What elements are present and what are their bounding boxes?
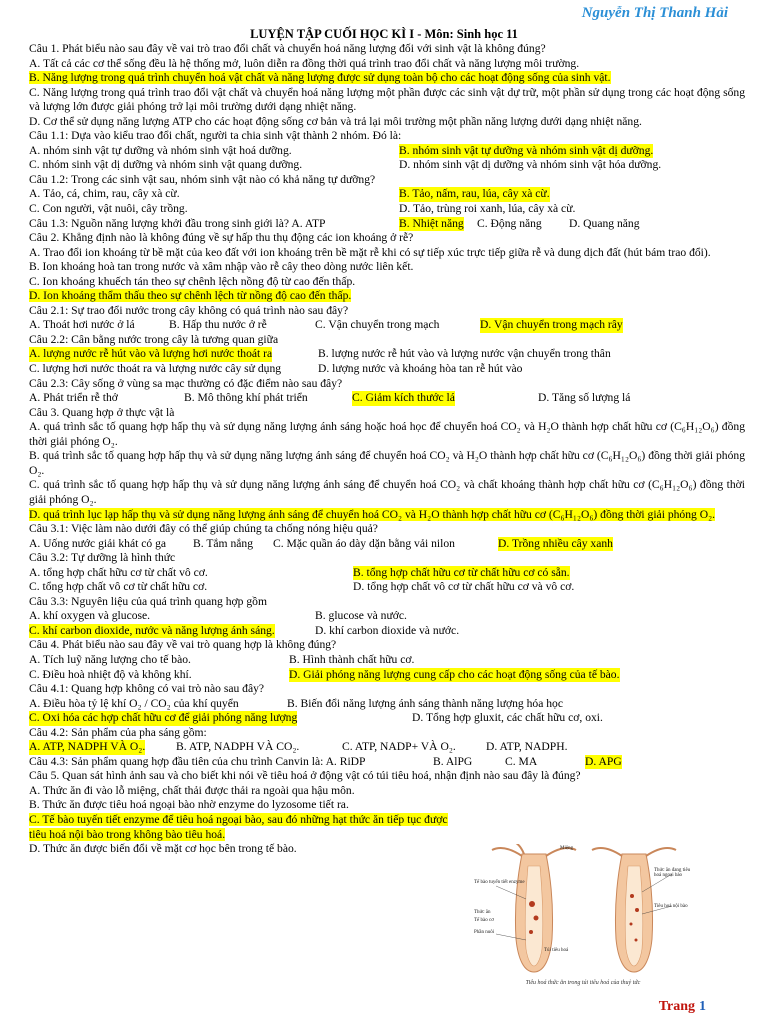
answer-3-3b: B. glucose và nước. — [315, 609, 407, 623]
figure-label-food: Thức ăn — [474, 910, 491, 915]
question-2-2: Câu 2.2: Cân bằng nước trong cây là tương quan giữa — [29, 332, 279, 346]
answer-3-2b-highlighted: B. tổng hợp chất hữu cơ từ chất hữu cơ có sẵn. — [353, 565, 570, 579]
answer-1-1d: D. nhóm sinh vật dị dưỡng và nhóm sinh vật hóa dưỡng. — [399, 158, 662, 172]
answer-1-2d: D. Tảo, trùng roi xanh, lúa, cây xà cừ. — [399, 202, 576, 216]
question-4-3: Câu 4.3: Sản phẩm quang hợp đầu tiên của chu trình Canvin là: A. RiDP — [29, 754, 366, 768]
answer-1c: C. Năng lượng trong quá trình trao đổi vật chất và chuyển hoá năng lượng một phần được các sinh vật dự trữ, một phần sử dụng trong các hoạt động sống và lượng lớn được giải phóng trở lại môi trường dưới dạng nhiệt năng. — [29, 85, 745, 114]
answer-4a: A. Tích luỹ năng lượng cho tế bào. — [29, 652, 191, 666]
answer-3c: C. quá trình sắc tố quang hợp hấp thụ và sử dụng năng lượng ánh sáng để chuyển hoá CO₂ và chất khoáng thành hợp chất hữu cơ (C₆H₁₂O₆) đồng thời giải phóng O₂. — [29, 478, 745, 506]
answer-1-3d: D. Quang năng — [569, 216, 640, 230]
answer-3-2c: C. tổng hợp chất vô cơ từ chất hữu cơ. — [29, 580, 208, 594]
answer-1-3b-highlighted: B. Nhiệt năng — [399, 216, 464, 230]
answer-2-1b: B. Hấp thu nước ở rễ — [169, 318, 267, 332]
figure-caption: Tiêu hoá thức ăn trong túi tiêu hoá của thuỷ tức — [525, 980, 641, 986]
author-name: Nguyễn Thị Thanh Hải — [581, 5, 728, 21]
hydra-digestion-figure — [474, 844, 692, 986]
answer-4-2d: D. ATP, NADPH. — [486, 740, 568, 754]
page-title: LUYỆN TẬP CUỐI HỌC KÌ I - Môn: Sinh học 11 — [250, 27, 518, 41]
answer-1-1c: C. nhóm sinh vật dị dưỡng và nhóm sinh vật quang dưỡng. — [29, 158, 303, 172]
answer-4-1d: D. Tổng hợp gluxit, các chất hữu cơ, oxi. — [412, 711, 603, 725]
question-2: Câu 2. Khẳng định nào là không đúng về sự hấp thu thụ động các ion khoáng ở rễ? — [29, 231, 414, 245]
answer-4-1c-highlighted: C. Oxi hóa các hợp chất hữu cơ để giải phóng năng lượng — [29, 711, 298, 725]
figure-label-extracellular: Thức ăn đang tiêu hoá ngoại bào — [654, 868, 691, 878]
answer-3-1c: C. Mặc quần áo dày dặn bằng vải nilon — [273, 536, 455, 550]
question-3: Câu 3. Quang hợp ở thực vật là — [29, 405, 175, 419]
question-3-2: Câu 3.2: Tự dưỡng là hình thức — [29, 551, 176, 565]
answer-3b: B. quá trình sắc tố quang hợp hấp thụ và sử dụng năng lượng ánh sáng để chuyển hoá CO₂ và H₂O thành hợp chất hữu cơ (C₆H₁₂O₆) đồng thời giải phóng O₂. — [29, 449, 745, 477]
answer-2-3d: D. Tăng số lượng lá — [538, 391, 631, 405]
answer-1d: D. Cơ thể sử dụng năng lượng ATP cho các hoạt động sống cơ bản và trả lại môi trường một phần năng lượng dưới dạng nhiệt năng. — [29, 114, 642, 128]
answer-4-2c: C. ATP, NADP+ VÀ O₂. — [342, 740, 456, 754]
answer-4c: C. Điều hoà nhiệt độ và không khí. — [29, 667, 192, 681]
answer-3-1d-highlighted: D. Trồng nhiều cây xanh — [498, 536, 613, 550]
answer-2-1d-highlighted: D. Vận chuyển trong mạch rây — [480, 318, 623, 332]
answer-2-2b: B. lượng nước rễ hút vào và lượng nước vận chuyển trong thân — [318, 347, 611, 361]
answer-5d: D. Thức ăn được biến đổi về mặt cơ học bên trong tế bào. — [29, 842, 297, 856]
question-1-3: Câu 1.3: Nguồn năng lượng khởi đầu trong sinh giới là? A. ATP — [29, 216, 326, 230]
answer-2-3b: B. Mô thông khí phát triển — [184, 391, 308, 405]
answer-3-2a: A. tổng hợp chất hữu cơ từ chất vô cơ. — [29, 565, 208, 579]
answer-1b-highlighted: B. Năng lượng trong quá trình chuyển hoá vật chất và năng lượng được sử dụng toàn bộ cho các hoạt động sống của sinh vật. — [29, 71, 611, 85]
answer-2-2c: C. lượng hơi nước thoát ra và lượng nước cây sử dụng — [29, 362, 282, 376]
question-4: Câu 4. Phát biểu nào sau đây về vai trò quang hợp là không đúng? — [29, 638, 337, 652]
answer-4-1a: A. Điều hòa tỷ lệ khí O₂ / CO₂ của khí quyển — [29, 696, 239, 710]
hydra-illustration — [474, 844, 692, 976]
answer-3-3d: D. khí carbon dioxide và nước. — [315, 623, 460, 637]
figure-label-digestive-sac: Túi tiêu hoá — [544, 948, 569, 953]
page-number: 1 — [699, 999, 706, 1014]
answer-3d-highlighted: D. quá trình lục lạp hấp thụ và sử dụng năng lượng ánh sáng để chuyển hoá CO₂ và H₂O thành hợp chất hữu cơ (C₆H₁₂O₆) đồng thời giải phóng O₂. — [29, 507, 716, 521]
answer-4-3b: B. AlPG — [433, 754, 473, 768]
question-1-1: Câu 1.1: Dựa vào kiểu trao đổi chất, người ta chia sinh vật thành 2 nhóm. Đó là: — [29, 129, 402, 143]
question-1-2: Câu 1.2: Trong các sinh vật sau, nhóm sinh vật nào có khả năng tự dưỡng? — [29, 172, 376, 186]
answer-2d-highlighted: D. Ion khoáng thẩm thấu theo sự chênh lệch từ nồng độ cao đến thấp. — [29, 289, 352, 303]
answer-5c-highlighted: C. Tế bào tuyến tiết enzyme để tiêu hoá ngoại bào, sau đó những hạt thức ăn tiếp tục được tiêu hoá nội bào trong không bào tiêu hoá. — [29, 812, 448, 841]
answer-2-2d: D. lượng nước và khoáng hòa tan rễ hút vào — [318, 362, 523, 376]
question-3-1: Câu 3.1: Việc làm nào dưới đây có thể giúp chúng ta chống nóng hiệu quả? — [29, 522, 378, 536]
document-body — [29, 42, 745, 857]
answer-4-3c: C. MA — [505, 754, 538, 768]
question-4-2: Câu 4.2: Sản phẩm của pha sáng gồm: — [29, 725, 207, 739]
answer-2-2a-highlighted: A. lượng nước rễ hút vào và lượng hơi nước thoát ra — [29, 347, 273, 361]
answer-3-3a: A. khí oxygen và glucose. — [29, 609, 151, 623]
answer-3a: A. quá trình sắc tố quang hợp hấp thụ và sử dụng năng lượng ánh sáng hoặc hoá học để chuyển hoá CO₂ và H₂O thành hợp chất hữu cơ (C₆H₁₂O₆) đồng thời giải phóng O₂. — [29, 420, 745, 448]
answer-3-1b: B. Tắm nắng — [193, 536, 254, 550]
figure-label-mouth: Miệng — [560, 846, 574, 851]
answer-1-1a: A. nhóm sinh vật tự dưỡng và nhóm sinh vật hoá dưỡng. — [29, 143, 292, 157]
figure-label-nutritive: Phần nuôi — [474, 930, 495, 935]
question-3-3: Câu 3.3: Nguyên liệu của quá trình quang hợp gồm — [29, 594, 267, 608]
answer-1a: A. Tất cả các cơ thể sống đều là hệ thống mở, luôn diễn ra đồng thời quá trình trao đổi chất và năng lượng môi trường. — [29, 56, 580, 70]
answer-4-2a-highlighted: A. ATP, NADPH VÀ O₂. — [29, 740, 146, 754]
figure-label-gland-cell: Tế bào tuyến tiết enzyme — [474, 880, 525, 885]
answer-1-2c: C. Con người, vật nuôi, cây trồng. — [29, 202, 188, 216]
question-2-1: Câu 2.1: Sự trao đổi nước trong cây không có quá trình nào sau đây? — [29, 303, 349, 317]
answer-2b: B. Ion khoáng hoà tan trong nước và xâm nhập vào rễ cây theo dòng nước liên kết. — [29, 260, 414, 274]
answer-2-1a: A. Thoát hơi nước ở lá — [29, 318, 135, 332]
answer-2-1c: C. Vận chuyển trong mạch — [315, 318, 440, 332]
answer-4-3d-highlighted: D. APG — [585, 754, 622, 768]
question-1: Câu 1. Phát biểu nào sau đây về vai trò trao đổi chất và chuyển hoá năng lượng đối với sinh vật là không đúng? — [29, 42, 546, 55]
answer-1-3c: C. Động năng — [477, 216, 542, 230]
answer-2c: C. Ion khoáng khuếch tán theo sự chênh lệch nồng độ từ cao đến thấp. — [29, 274, 356, 288]
answer-1-2a: A. Tảo, cá, chim, rau, cây xà cừ. — [29, 187, 180, 201]
answer-5a: A. Thức ăn đi vào lỗ miệng, chất thải được thải ra ngoài qua hậu môn. — [29, 783, 355, 797]
answer-4b: B. Hình thành chất hữu cơ. — [289, 652, 415, 666]
question-5: Câu 5. Quan sát hình ảnh sau và cho biết khi nói về tiêu hoá ở động vật có túi tiêu hoá, nhận định nào sau đây là đúng? — [29, 769, 581, 783]
question-4-1: Câu 4.1: Quang hợp không có vai trò nào sau đây? — [29, 682, 265, 696]
figure-label-intracellular: Tiêu hoá nội bào — [654, 904, 688, 909]
answer-4-2b: B. ATP, NADPH VÀ CO₂. — [176, 740, 300, 754]
answer-3-2d: D. tổng hợp chất vô cơ từ chất hữu cơ và vô cơ. — [353, 580, 575, 594]
answer-4d-highlighted: D. Giải phóng năng lượng cung cấp cho các hoạt động sống của tế bào. — [289, 667, 620, 681]
answer-4-1b: B. Biến đổi năng lượng ánh sáng thành năng lượng hóa học — [287, 696, 563, 710]
answer-3-1a: A. Uống nước giải khát có ga — [29, 536, 167, 550]
answer-3-3c-highlighted: C. khí carbon dioxide, nước và năng lượng ánh sáng. — [29, 623, 275, 637]
figure-label-muscle-cell: Tế bào cơ — [474, 918, 494, 923]
page-label: Trang — [658, 999, 695, 1014]
answer-5b: B. Thức ăn được tiêu hoá ngoại bào nhờ enzyme do lyzosome tiết ra. — [29, 798, 349, 812]
answer-1-2b-highlighted: B. Tảo, nấm, rau, lúa, cây xà cừ. — [399, 187, 550, 201]
question-2-3: Câu 2.3: Cây sống ở vùng sa mạc thường có đặc điểm nào sau đây? — [29, 376, 343, 390]
answer-2-3a: A. Phát triển rễ thở — [29, 391, 118, 405]
answer-2a: A. Trao đổi ion khoáng từ bề mặt của keo đất với ion khoáng trên bề mặt rễ khi có sự tiếp xúc trực tiếp giữa rễ và dung dịch đất (hút bám trao đổi). — [29, 245, 711, 259]
answer-2-3c-highlighted: C. Giảm kích thước lá — [352, 391, 455, 405]
answer-1-1b-highlighted: B. nhóm sinh vật tự dưỡng và nhóm sinh vật dị dưỡng. — [399, 143, 654, 157]
